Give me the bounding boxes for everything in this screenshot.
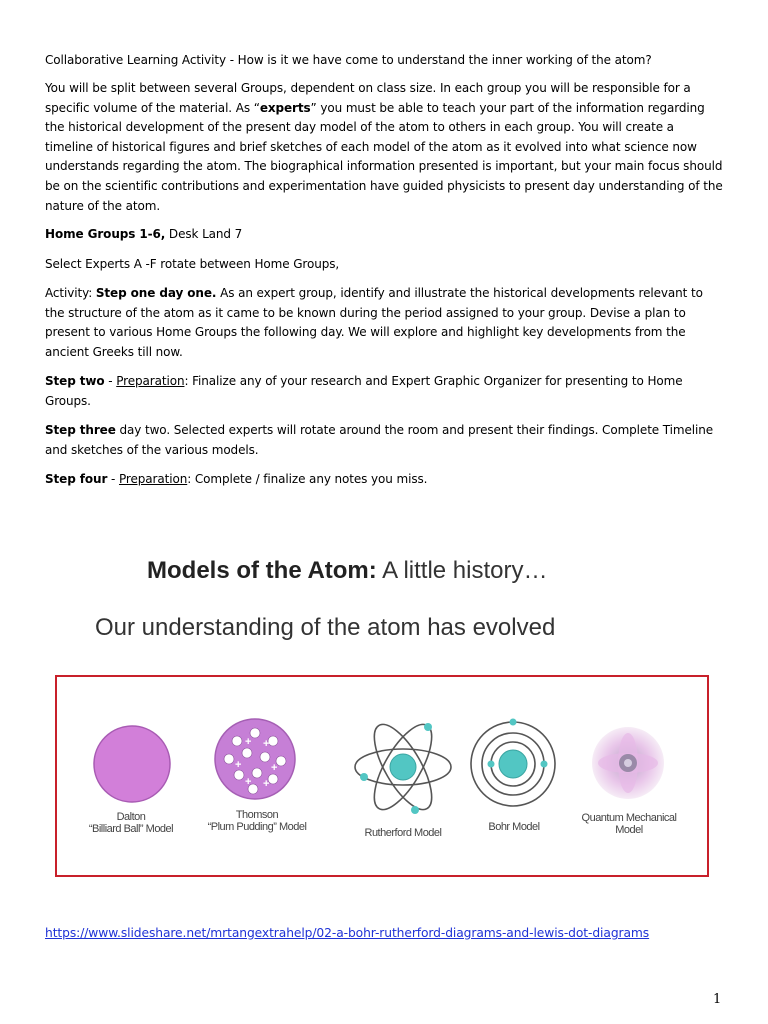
step-four-label: Step four — [45, 472, 108, 486]
preparation-underline: Preparation — [118, 472, 188, 486]
step-four-paragraph: Step four - Preparation: Complete / finalize any notes you miss. — [45, 472, 428, 486]
rutherford-caption: Rutherford Model — [364, 827, 442, 839]
figure-subtitle: Our understanding of the atom has evolved — [95, 614, 556, 641]
step-two-label: Step two — [45, 374, 105, 388]
svg-text:+: + — [245, 776, 252, 788]
bohr-atom-icon — [471, 719, 555, 807]
dalton-atom-icon — [94, 726, 170, 802]
experts-line: Select Experts A -F rotate between Home Groups, — [45, 257, 340, 271]
atom-models-figure — [55, 675, 709, 877]
dalton-caption: Dalton “Billiard Ball” Model — [88, 811, 174, 835]
svg-text:+: + — [271, 762, 278, 774]
preparation-underline: Preparation — [116, 374, 185, 388]
svg-text:+: + — [245, 736, 252, 748]
svg-text:+: + — [235, 759, 242, 771]
intro-text-a: You will be split between several Groups, dependent on class size. In each group you will be responsible for a specific volume of the material. As “ — [45, 81, 691, 115]
bohr-caption: Bohr Model — [488, 821, 540, 833]
thomson-caption: Thomson “Plum Pudding” Model — [207, 809, 307, 833]
rutherford-atom-icon — [355, 716, 451, 817]
slideshare-link[interactable]: https://www.slideshare.net/mrtangextrahelp/02-a-bohr-rutherford-diagrams-and-lewis-dot-diagrams — [45, 926, 650, 940]
figure-title: Models of the Atom: A little history… — [147, 557, 548, 584]
intro-line: Collaborative Learning Activity - How is it we have come to understand the inner working of the atom? — [45, 53, 652, 67]
step-three-paragraph: Step three day two. Selected experts will rotate around the room and present their findings. Complete Timeline and sketches of the various models. — [45, 423, 714, 457]
step-one-label: Step one day one. — [95, 286, 217, 300]
step-three-label: Step three — [45, 423, 116, 437]
svg-text:+: + — [263, 738, 270, 750]
home-groups-label: Home Groups 1-6, — [45, 227, 166, 241]
intro-text-c: ” you must be able to teach your part of the information regarding the historical development of the present day model of the atom to others in each group. You will create a timeline of historical figures and brief sketches of each model of the atom as it evolved into what science now understands regarding the atom. The biographical information presented is important, but your main focus should be on the scientific contributions and experimentation have guided physicists to present day understanding of the nature of the atom. — [45, 100, 723, 213]
quantum-caption: Quantum Mechanical Model — [581, 812, 677, 836]
step-two-paragraph: Step two - Preparation: Finalize any of your research and Expert Graphic Organizer for presenting to Home Groups. — [45, 374, 683, 408]
thomson-atom-icon — [215, 719, 295, 799]
intro-paragraph — [45, 79, 725, 216]
page-number: 1 — [713, 992, 722, 1007]
home-groups-line — [45, 225, 725, 245]
atom-models-illustration — [57, 677, 707, 875]
activity-paragraph: Activity: Step one day one. As an expert group, identify and illustrate the historical developments relevant to the structure of the atom as it came to be known during the period assigned to your group. Devise a plan to present to various Home Groups the following day. We will explore and highlight key developments from the ancient Greeks till now. — [45, 286, 703, 359]
home-groups-desk: Desk Land 7 — [165, 227, 243, 241]
activity-heading — [45, 51, 725, 71]
svg-text:+: + — [263, 778, 270, 790]
quantum-atom-icon — [592, 727, 664, 799]
experts-bold: experts — [259, 100, 311, 115]
